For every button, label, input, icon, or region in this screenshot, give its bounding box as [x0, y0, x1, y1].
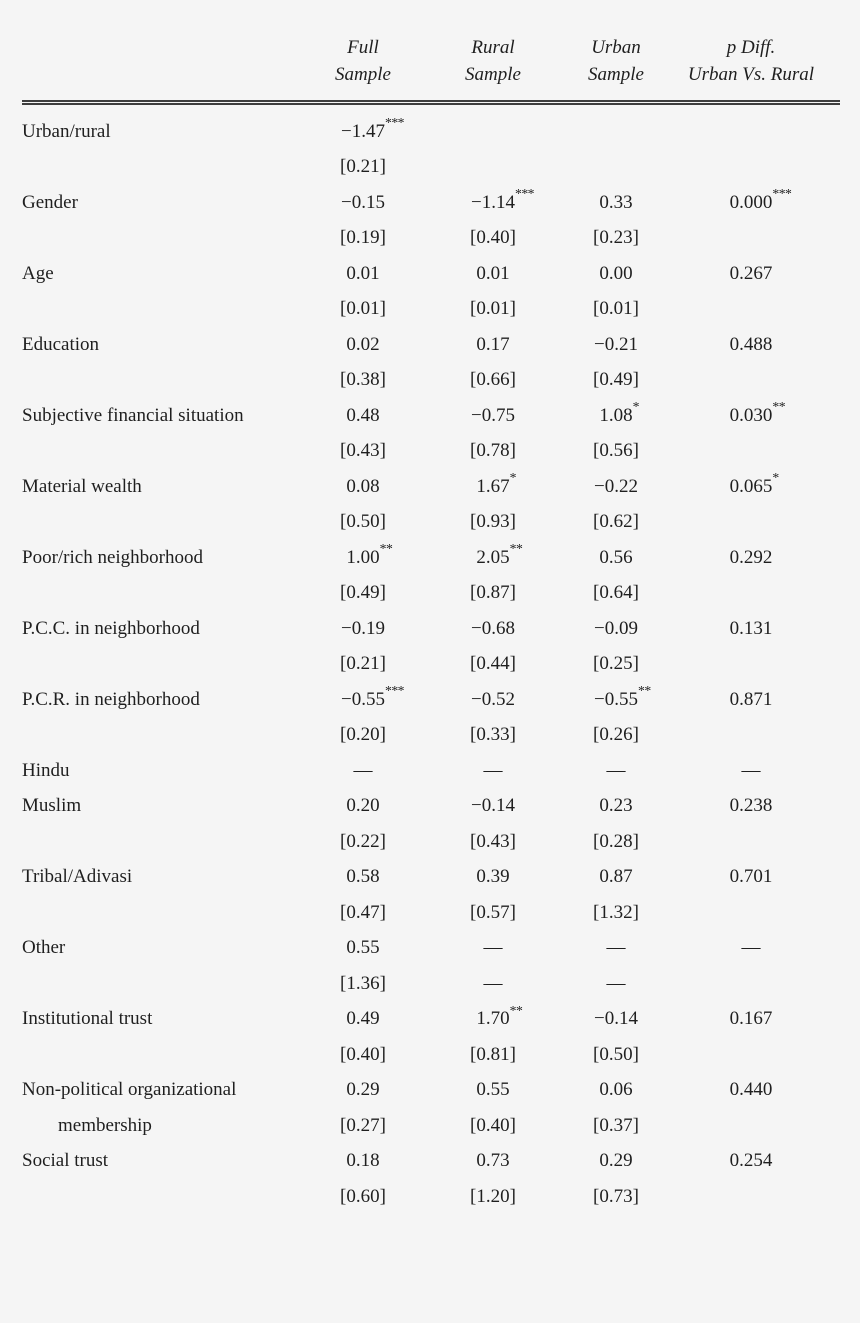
coefficient-value: 1.67 * — [476, 470, 516, 497]
standard-error-cell: [0.28] — [593, 830, 639, 852]
standard-error-cell: [0.93] — [470, 511, 516, 533]
standard-error-row — [22, 292, 840, 328]
coefficient-cell — [310, 1073, 416, 1109]
standard-error-cell: [0.43] — [470, 830, 516, 852]
coefficient-cell — [662, 256, 840, 292]
row-label: Tribal/Adivasi — [22, 866, 133, 888]
standard-error-cell: [0.27] — [340, 1114, 386, 1136]
coefficient-cell — [662, 789, 840, 825]
header-line2: Sample — [588, 64, 644, 85]
standard-error-cell: [0.81] — [470, 1043, 516, 1065]
coefficient-cell — [570, 1144, 662, 1180]
coefficient-value: −0.15 — [341, 191, 385, 213]
standard-error-cell: [0.50] — [340, 511, 386, 533]
coefficient-cell — [662, 469, 840, 505]
coefficient-value: 0.167 — [729, 1008, 773, 1030]
row-label-line2 — [22, 505, 310, 541]
standard-error-row — [22, 718, 840, 754]
significance-stars: ** — [772, 399, 786, 415]
standard-error-cell: [0.21] — [340, 653, 386, 675]
standard-error-cell: — — [606, 972, 626, 994]
coefficient-cell — [570, 103, 662, 150]
coefficient-value: −1.47 *** — [341, 115, 404, 142]
coefficient-cell — [416, 1144, 570, 1180]
coefficient-cell — [570, 1073, 662, 1109]
coefficient-value: 0.39 — [476, 866, 510, 888]
coefficient-cell — [310, 611, 416, 647]
standard-error-row — [22, 150, 840, 186]
coefficient-cell — [662, 185, 840, 221]
row-label: Age — [22, 262, 54, 284]
coefficient-cell — [570, 469, 662, 505]
coefficient-value: 0.131 — [729, 617, 773, 639]
row-label-line2 — [22, 292, 310, 328]
coefficient-value: 0.17 — [476, 333, 510, 355]
coefficient-row — [22, 1002, 840, 1038]
coefficient-value: — — [741, 937, 761, 959]
significance-stars: *** — [384, 115, 404, 131]
standard-error-row — [22, 221, 840, 257]
coefficient-cell — [416, 398, 570, 434]
coefficient-value: 0.292 — [729, 546, 773, 568]
coefficient-cell — [662, 1002, 840, 1038]
table-body — [22, 103, 840, 1215]
coefficient-row — [22, 540, 840, 576]
coefficient-cell — [310, 103, 416, 150]
significance-stars: * — [509, 470, 516, 486]
standard-error-cell: [0.56] — [593, 440, 639, 462]
row-label-line2 — [22, 895, 310, 931]
coefficient-value: −0.75 — [471, 404, 515, 426]
standard-error-row — [22, 1108, 840, 1144]
standard-error-row — [22, 576, 840, 612]
coefficient-cell — [570, 256, 662, 292]
coefficient-cell — [662, 611, 840, 647]
coefficient-value: 0.87 — [599, 866, 633, 888]
standard-error-cell: [0.21] — [340, 156, 386, 178]
standard-error-cell: [0.40] — [470, 1114, 516, 1136]
standard-error-cell — [662, 718, 840, 754]
coefficient-cell — [662, 1144, 840, 1180]
coefficient-cell — [310, 860, 416, 896]
coefficient-cell — [662, 398, 840, 434]
row-label: Subjective financial situation — [22, 404, 244, 426]
coefficient-value: — — [483, 937, 503, 959]
standard-error-cell: [0.87] — [470, 582, 516, 604]
coefficient-cell — [416, 327, 570, 363]
coefficient-value: 0.29 — [599, 1150, 633, 1172]
row-label: Urban/rural — [22, 120, 111, 142]
standard-error-cell: [0.01] — [340, 298, 386, 320]
standard-error-cell: [1.20] — [470, 1185, 516, 1207]
coefficient-value: −0.55 *** — [341, 683, 404, 710]
header-p-diff — [662, 0, 840, 103]
coefficient-value: −0.55 ** — [594, 683, 651, 710]
coefficient-value: — — [606, 759, 626, 781]
row-label: Gender — [22, 191, 78, 213]
significance-stars: ** — [509, 541, 523, 557]
coefficient-value: −0.09 — [594, 617, 638, 639]
standard-error-cell: [0.19] — [340, 227, 386, 249]
standard-error-cell — [662, 363, 840, 399]
coefficient-value: 0.49 — [346, 1008, 380, 1030]
coefficient-cell — [570, 540, 662, 576]
coefficient-row — [22, 185, 840, 221]
standard-error-cell: [0.37] — [593, 1114, 639, 1136]
row-label: Hindu — [22, 759, 70, 781]
standard-error-cell — [570, 150, 662, 186]
coefficient-cell — [662, 931, 840, 967]
coefficient-value: — — [353, 759, 373, 781]
standard-error-cell: [0.60] — [340, 1185, 386, 1207]
coefficient-cell — [310, 789, 416, 825]
standard-error-cell: [0.78] — [470, 440, 516, 462]
coefficient-cell — [416, 1073, 570, 1109]
coefficient-value: −0.68 — [471, 617, 515, 639]
row-label-line2 — [22, 576, 310, 612]
coefficient-cell — [570, 789, 662, 825]
coefficient-value: 0.02 — [346, 333, 380, 355]
coefficient-cell — [570, 185, 662, 221]
coefficient-value: −0.14 — [594, 1008, 638, 1030]
coefficient-value: 0.440 — [729, 1079, 773, 1101]
coefficient-cell — [310, 682, 416, 718]
coefficient-cell — [662, 103, 840, 150]
coefficient-value: 1.00 ** — [346, 541, 393, 568]
header-rural-sample — [416, 0, 570, 103]
coefficient-cell — [416, 789, 570, 825]
coefficient-value: 0.73 — [476, 1150, 510, 1172]
coefficient-cell — [416, 469, 570, 505]
standard-error-cell: [0.64] — [593, 582, 639, 604]
header-urban-sample — [570, 0, 662, 103]
coefficient-value: −0.19 — [341, 617, 385, 639]
coefficient-cell — [416, 103, 570, 150]
header-empty-cell — [22, 0, 310, 103]
standard-error-cell: [1.32] — [593, 901, 639, 923]
row-label-line2 — [22, 363, 310, 399]
standard-error-cell — [662, 824, 840, 860]
coefficient-row — [22, 398, 840, 434]
coefficient-value: −0.52 — [471, 688, 515, 710]
coefficient-row — [22, 753, 840, 789]
coefficient-value: 0.701 — [729, 866, 773, 888]
coefficient-value: 0.08 — [346, 475, 380, 497]
standard-error-cell — [662, 505, 840, 541]
coefficient-value: 0.06 — [599, 1079, 633, 1101]
header-line1: Rural — [471, 37, 515, 58]
coefficient-row — [22, 327, 840, 363]
row-label: P.C.R. in neighborhood — [22, 688, 200, 710]
coefficient-value: 0.20 — [346, 795, 380, 817]
coefficient-value: 0.56 — [599, 546, 633, 568]
coefficient-value: −0.22 — [594, 475, 638, 497]
significance-stars: ** — [637, 683, 651, 699]
coefficient-cell — [310, 185, 416, 221]
header-line2: Sample — [465, 64, 521, 85]
row-label: P.C.C. in neighborhood — [22, 617, 200, 639]
row-label: Social trust — [22, 1150, 109, 1172]
standard-error-cell: [0.26] — [593, 724, 639, 746]
coefficient-cell — [416, 931, 570, 967]
row-label-line2 — [22, 718, 310, 754]
coefficient-cell — [416, 753, 570, 789]
coefficient-value: 0.55 — [476, 1079, 510, 1101]
coefficient-cell — [416, 1002, 570, 1038]
coefficient-row — [22, 860, 840, 896]
row-label-line2 — [22, 434, 310, 470]
coefficient-value: 0.18 — [346, 1150, 380, 1172]
coefficient-cell — [310, 1002, 416, 1038]
coefficient-cell — [570, 1002, 662, 1038]
coefficient-cell — [570, 753, 662, 789]
header-line2: Urban Vs. Rural — [687, 64, 815, 85]
row-label-line2 — [22, 1179, 310, 1215]
standard-error-cell — [662, 576, 840, 612]
row-label: Education — [22, 333, 100, 355]
coefficient-value: −1.14 *** — [471, 186, 534, 213]
coefficient-value: 1.70 ** — [476, 1002, 523, 1030]
standard-error-cell: [0.40] — [340, 1043, 386, 1065]
header-line1: Urban — [591, 37, 641, 58]
regression-table — [22, 0, 840, 1215]
coefficient-value: 2.05 ** — [476, 541, 523, 568]
significance-stars: *** — [514, 186, 534, 202]
significance-stars: ** — [379, 541, 393, 557]
coefficient-value: −0.14 — [471, 795, 515, 817]
coefficient-value: 0.254 — [729, 1150, 773, 1172]
standard-error-cell: [0.57] — [470, 901, 516, 923]
table-header — [22, 0, 840, 103]
coefficient-cell — [310, 398, 416, 434]
standard-error-cell: [0.25] — [593, 653, 639, 675]
coefficient-row — [22, 611, 840, 647]
coefficient-value: 0.238 — [729, 795, 773, 817]
standard-error-cell: [0.40] — [470, 227, 516, 249]
standard-error-cell — [662, 221, 840, 257]
coefficient-value: 0.01 — [476, 262, 510, 284]
coefficient-row — [22, 682, 840, 718]
header-line1: p Diff. — [726, 37, 776, 58]
coefficient-cell — [416, 611, 570, 647]
coefficient-value: 1.08 * — [599, 399, 639, 426]
coefficient-cell — [570, 398, 662, 434]
coefficient-cell — [310, 469, 416, 505]
coefficient-row — [22, 103, 840, 150]
row-label: Non-political organizational — [22, 1079, 237, 1101]
coefficient-cell — [570, 931, 662, 967]
standard-error-cell — [662, 895, 840, 931]
standard-error-cell: [0.01] — [470, 298, 516, 320]
coefficient-cell — [662, 540, 840, 576]
coefficient-cell — [662, 682, 840, 718]
row-label-line2 — [22, 150, 310, 186]
coefficient-value: 0.01 — [346, 262, 380, 284]
standard-error-row — [22, 1179, 840, 1215]
standard-error-cell — [662, 1037, 840, 1073]
header-line1: Full — [347, 37, 379, 58]
coefficient-value: — — [483, 759, 503, 781]
standard-error-cell: [0.50] — [593, 1043, 639, 1065]
standard-error-row — [22, 895, 840, 931]
standard-error-cell: [0.22] — [340, 830, 386, 852]
row-label-line2 — [22, 221, 310, 257]
row-label-line2 — [22, 1037, 310, 1073]
coefficient-cell — [570, 327, 662, 363]
standard-error-cell — [662, 647, 840, 683]
standard-error-cell — [662, 966, 840, 1002]
standard-error-row — [22, 966, 840, 1002]
coefficient-cell — [310, 327, 416, 363]
standard-error-cell: [0.38] — [340, 369, 386, 391]
coefficient-cell — [570, 611, 662, 647]
standard-error-cell: [0.49] — [340, 582, 386, 604]
coefficient-row — [22, 931, 840, 967]
standard-error-cell — [662, 150, 840, 186]
coefficient-row — [22, 469, 840, 505]
standard-error-cell: [0.33] — [470, 724, 516, 746]
row-label-line2 — [22, 966, 310, 1002]
coefficient-value: 0.000 *** — [729, 186, 792, 213]
coefficient-row — [22, 1073, 840, 1109]
coefficient-value: 0.29 — [346, 1079, 380, 1101]
coefficient-cell — [662, 1073, 840, 1109]
coefficient-cell — [310, 753, 416, 789]
significance-stars: * — [632, 399, 639, 415]
coefficient-value: −0.21 — [594, 333, 638, 355]
coefficient-value: 0.00 — [599, 262, 633, 284]
standard-error-cell — [662, 292, 840, 328]
standard-error-cell — [662, 1108, 840, 1144]
coefficient-cell — [570, 682, 662, 718]
coefficient-value: — — [741, 759, 761, 781]
coefficient-value: 0.871 — [729, 688, 773, 710]
standard-error-row — [22, 824, 840, 860]
coefficient-cell — [662, 327, 840, 363]
row-label: Other — [22, 937, 66, 959]
standard-error-cell: [0.01] — [593, 298, 639, 320]
standard-error-cell: [1.36] — [340, 972, 386, 994]
coefficient-cell — [310, 1144, 416, 1180]
standard-error-cell: [0.44] — [470, 653, 516, 675]
significance-stars: ** — [509, 1002, 523, 1018]
coefficient-row — [22, 789, 840, 825]
standard-error-row — [22, 434, 840, 470]
row-label-line2 — [22, 824, 310, 860]
standard-error-row — [22, 363, 840, 399]
coefficient-value: 0.488 — [729, 333, 773, 355]
coefficient-cell — [662, 753, 840, 789]
standard-error-cell — [416, 150, 570, 186]
standard-error-cell: [0.66] — [470, 369, 516, 391]
coefficient-value: 0.48 — [346, 404, 380, 426]
coefficient-cell — [662, 860, 840, 896]
standard-error-cell: [0.20] — [340, 724, 386, 746]
coefficient-cell — [416, 185, 570, 221]
coefficient-value: 0.065 * — [729, 470, 779, 497]
header-line2: Sample — [335, 64, 391, 85]
standard-error-cell: [0.47] — [340, 901, 386, 923]
standard-error-row — [22, 1037, 840, 1073]
standard-error-row — [22, 505, 840, 541]
significance-stars: *** — [384, 683, 404, 699]
header-row — [22, 0, 840, 103]
coefficient-cell — [570, 860, 662, 896]
standard-error-cell: [0.43] — [340, 440, 386, 462]
coefficient-cell — [416, 682, 570, 718]
coefficient-value: 0.030 ** — [729, 399, 786, 426]
coefficient-cell — [310, 256, 416, 292]
standard-error-cell: [0.23] — [593, 227, 639, 249]
standard-error-cell: [0.49] — [593, 369, 639, 391]
standard-error-cell — [662, 434, 840, 470]
row-label: Poor/rich neighborhood — [22, 546, 204, 568]
coefficient-cell — [310, 540, 416, 576]
standard-error-cell — [662, 1179, 840, 1215]
coefficient-row — [22, 256, 840, 292]
coefficient-cell — [310, 931, 416, 967]
standard-error-row — [22, 647, 840, 683]
standard-error-cell: [0.73] — [593, 1185, 639, 1207]
row-label: Material wealth — [22, 475, 142, 497]
coefficient-value: — — [606, 937, 626, 959]
row-label: Muslim — [22, 795, 82, 817]
row-label-line2: membership — [58, 1114, 152, 1136]
coefficient-cell — [416, 256, 570, 292]
coefficient-row — [22, 1144, 840, 1180]
header-full-sample — [310, 0, 416, 103]
coefficient-value: 0.55 — [346, 937, 380, 959]
standard-error-cell: [0.62] — [593, 511, 639, 533]
standard-error-cell: — — [483, 972, 503, 994]
coefficient-value: 0.23 — [599, 795, 633, 817]
coefficient-value: 0.58 — [346, 866, 380, 888]
row-label: Institutional trust — [22, 1008, 153, 1030]
coefficient-value: 0.267 — [729, 262, 773, 284]
coefficient-value: 0.33 — [599, 191, 633, 213]
significance-stars: * — [772, 470, 779, 486]
row-label-line2 — [22, 647, 310, 683]
coefficient-cell — [416, 860, 570, 896]
significance-stars: *** — [772, 186, 792, 202]
coefficient-cell — [416, 540, 570, 576]
